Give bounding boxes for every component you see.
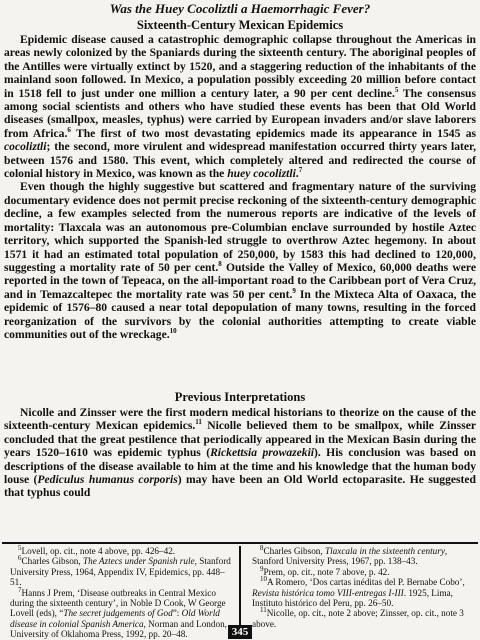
- footnote-title: Revista histórica tomo VIII-entregas I-III: [252, 587, 404, 598]
- footnote-ref-6: 6: [67, 125, 71, 134]
- italic-term: Pediculus humanus corporis: [37, 473, 178, 487]
- text-run: Outside the Valley of Mexico, 60,000 deaths were reported in the town of Tepeaca, on the all-important road to the Caribbean port of Vera Cruz, and in Temazcaltepec the mortality rate was 50 per cent.: [4, 260, 476, 301]
- footnote-ref-11: 11: [195, 418, 202, 427]
- footnote-number: 10: [260, 575, 267, 584]
- text-run: .: [295, 167, 299, 181]
- footnote-ref-8: 8: [218, 260, 222, 269]
- running-head: Was the Huey Cocoliztli a Haemorrhagic Fever?: [109, 1, 371, 16]
- page-number: 345: [228, 625, 252, 639]
- footnote-text: , Stanford University Press, 1964, Appendix IV, Epidemics, pp. 448–51.: [10, 556, 231, 588]
- text-run: ; the second, more virulent and widespread manifestation occurred thirty years later, between 1576 and 1580. This event, which completely altered and redirected the course of colonial history in Mexico, was known as the: [4, 140, 476, 181]
- section-heading-interpretations: Previous Interpretations: [174, 390, 306, 404]
- text-run: Nicolle and Zinsser were the first modern medical historians to theorize on the cause of the sixteenth-century Mexican epidemics.: [4, 406, 476, 433]
- text-run: Epidemic disease caused a catastrophic demographic collapse throughout the Americas in areas newly colonized by the Spaniards during the sixteenth century. The aboriginal peoples of the Antilles were virtually extinct by 1520, and a staggering reduction of the inhabitants of the mainland soon followed. In Mexico, a population possibly exceeding 20 million before contact in 1518 fell to just under one million a century later, a 90 per cent decline.: [4, 33, 476, 100]
- footnote-ref-5: 5: [394, 85, 399, 94]
- footnote-text: ”:: [172, 608, 182, 619]
- footnote-text: Nicolle, op. cit., note 2 above; Zinsser, op. cit., note 3 above.: [252, 608, 464, 629]
- text-run: The first of two most devastating epidemics made its appearance in 1545 as: [70, 126, 476, 140]
- footnote-number: 7: [18, 585, 22, 594]
- section-heading-epidemics: Sixteenth-Century Mexican Epidemics: [136, 18, 344, 32]
- footnote-text: . 1925, Lima, Instituto histórico del Peru, pp. 26–50.: [252, 587, 453, 609]
- footnote-11: [246, 608, 476, 629]
- text-run: ) may have been an Old World ectoparasite. He suggested that typhus could: [4, 473, 476, 500]
- footnote-rule: [2, 542, 478, 544]
- section-epidemics-body: [4, 33, 476, 341]
- footnotes-right-column: [246, 543, 476, 629]
- footnote-title: The secret judgements of God: [63, 608, 173, 619]
- footnote-ref-7: 7: [298, 166, 303, 175]
- footnote-text: Charles Gibson,: [21, 556, 83, 567]
- footnote-5: [4, 543, 234, 556]
- text-run: Even though the highly suggestive but scattered and fragmentary nature of the surviving documentary evidence does not permit precise reckoning of the sixteenth-century demographic decline, a few examples selected from the numerous reports are indicative of the levels of mortality: Tlaxcala was an autonomous pre-Columbian enclave surrounded by hostile Aztec territory, which supported the Spanish-led struggle to overthrow Aztec hegemony. In about 1571 it had an estimated total population of 250,000, by 1583 this had declined to 120,000, suggesting a mortality rate of 50 per cent.: [4, 180, 476, 274]
- footnote-title: The Aztecs under Spanish rule: [83, 556, 195, 567]
- footnote-title: Tlaxcala in the sixteenth century: [325, 546, 445, 556]
- paragraph-1: [4, 33, 476, 180]
- footnote-number: 8: [260, 543, 264, 552]
- footnote-text: A Romero, ‘Dos cartas inéditas del P. Bernabe Cobo’,: [267, 577, 465, 588]
- footnote-9: [246, 564, 476, 577]
- text-run: ). His conclusion was based on descriptions of the disease available to him at the time and his knowledge that the human body louse (: [4, 446, 476, 487]
- section-interpretations-body: [4, 406, 476, 500]
- italic-term: huey cocoliztli: [227, 167, 296, 181]
- column-divider: [239, 546, 241, 630]
- paragraph-3: [4, 406, 476, 500]
- footnote-ref-10: 10: [169, 327, 177, 336]
- footnote-text: Hanns J Prem, ‘Disease outbreaks in Central Mexico during the sixteenth century’, in Noble D Cook, W George Lovell (eds), “: [10, 587, 226, 619]
- footnote-text: , Norman and London, University of Oklahoma Press, 1992, pp. 20–48.: [10, 618, 227, 640]
- footnote-text: Charles Gibson,: [263, 546, 325, 556]
- footnote-number: 5: [18, 543, 22, 552]
- footnote-text: Lovell, op. cit., note 4 above, pp. 426–42.: [21, 546, 176, 556]
- footnote-number: 11: [260, 606, 267, 615]
- footnote-title: Old World disease in colonial Spanish America: [10, 608, 220, 629]
- footnote-7: [4, 585, 234, 640]
- footnote-text: Prem, op. cit., note 7 above, p. 42.: [263, 566, 390, 577]
- italic-term: cocoliztli: [4, 140, 47, 154]
- footnote-number: 6: [18, 554, 22, 563]
- text-run: The consensus among social scientists and others who have studied these events has been that Old World diseases (smallpox, measles, typhus) were carried by European invaders and/or slave laborers from Africa.: [4, 86, 476, 140]
- footnote-8: [246, 543, 476, 567]
- footnote-ref-9: 9: [292, 286, 296, 295]
- italic-term: Rickettsia prowazekii: [210, 446, 315, 460]
- paragraph-2: [4, 180, 476, 341]
- text-run: Nicolle believed them to be smallpox, while Zinsser concluded that the great pestilence that periodically appeared in the Mexican Basin during the years 1520–1610 was epidemic typhus (: [4, 419, 476, 460]
- footnote-10: [246, 577, 476, 608]
- footnotes-left-column: [4, 543, 234, 640]
- footnote-number: 9: [260, 564, 264, 573]
- footnote-6: [4, 556, 234, 587]
- text-run: In the Mixteca Alta of Oaxaca, the epidemic of 1576–80 caused a near total depopulation of many towns, resulting in the forced reorganization of the survivors by the colonial authorities attempting to create viable communities out of the wreckage.: [4, 287, 476, 341]
- footnote-text: , Stanford University Press, 1967, pp. 138–43.: [252, 546, 448, 567]
